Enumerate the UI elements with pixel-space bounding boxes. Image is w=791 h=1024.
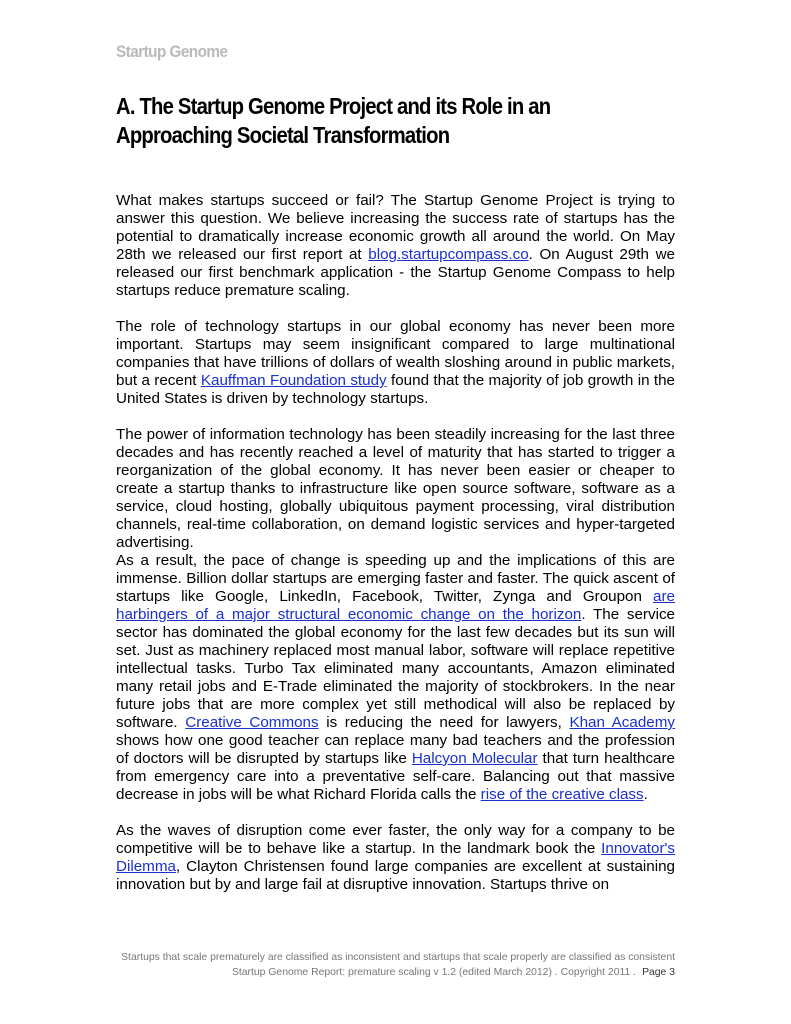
paragraph (116, 318, 675, 408)
paragraph (116, 552, 675, 804)
text-run: is reducing the need for lawyers, (318, 714, 570, 731)
page-number: Page 3 (642, 967, 675, 978)
paragraph (116, 822, 675, 894)
paragraph (116, 426, 675, 552)
hyperlink[interactable]: Kauffman Foundation study (200, 372, 387, 389)
hyperlink[interactable]: Innovator's Dilemma (116, 840, 675, 875)
text-run: As the waves of disruption come ever faster, the only way for a company to be competitive will be to behave like a startup. In the landmark book the (116, 822, 675, 857)
header-brand: Startup Genome (116, 42, 228, 61)
hyperlink[interactable]: Creative Commons (185, 714, 319, 731)
text-run: What makes startups succeed or fail? The Startup Genome Project is trying to answer this question. We believe increasing the success rate of startups has the potential to dramatically increase economic growth all around the world. On May 28th we released our first report at (116, 192, 675, 263)
text-run: The power of information technology has been steadily increasing for the last three decades and has recently reached a level of maturity that has started to trigger a reorganization of the global economy. It has never been easier or cheaper to create a startup thanks to infrastructure like open source software, software as a service, cloud hosting, globally ubiquitous payment processing, viral distribution channels, real-time collaboration, on demand logistic services and hyper-targeted advertising. (116, 426, 675, 551)
hyperlink[interactable]: Khan Academy (569, 714, 675, 731)
paragraph (116, 192, 675, 300)
hyperlink[interactable]: rise of the creative class (480, 786, 644, 803)
text-run: , Clayton Christensen found large companies are excellent at sustaining innovation but by and large fail at disruptive innovation. Startups thrive on (116, 858, 675, 893)
footer-copyright: Startup Genome Report: premature scaling v 1.2 (edited March 2012) . Copyright 2011 . (231, 967, 637, 978)
hyperlink[interactable]: are harbingers of a major structural economic change on the horizon (116, 588, 675, 623)
text-run: . (643, 786, 648, 803)
page-footer (121, 950, 675, 980)
text-run: shows how one good teacher can replace many bad teachers and the profession of doctors will be disrupted by startups like (116, 732, 675, 767)
document-body (116, 192, 675, 894)
text-run: . The service sector has dominated the global economy for the last few decades but its sun will set. Just as machinery replaced most manual labor, software will replace repetitive intellectual tasks. Turbo Tax eliminated many accountants, Amazon eliminated many retail jobs and E-Trade eliminated the majority of stockbrokers. In the near future jobs that are more complex yet still methodical will also be replaced by software. (116, 606, 675, 731)
hyperlink[interactable]: blog.startupcompass.co (368, 246, 529, 263)
text-run: As a result, the pace of change is speeding up and the implications of this are immense. Billion dollar startups are emerging faster and faster. The quick ascent of startups like Google, LinkedIn, Facebook, Twitter, Zynga and Groupon (116, 552, 675, 605)
page-title: A. The Startup Genome Project and its Role in an Approaching Societal Transformation (116, 93, 551, 148)
hyperlink[interactable]: Halcyon Molecular (411, 750, 538, 767)
text-run: found that the majority of job growth in the United States is driven by technology startups. (116, 372, 675, 407)
text-run: that turn healthcare from emergency care into a preventative self-care. Balancing out that massive decrease in jobs will be what Richard Florida calls the (116, 750, 675, 803)
text-run: . On August 29th we released our first benchmark application - the Startup Genome Compass to help startups reduce premature scaling. (116, 246, 675, 299)
text-run: The role of technology startups in our global economy has never been more important. Startups may seem insignificant compared to large multinational companies that have trillions of dollars of wealth sloshing around in public markets, but a recent (116, 318, 675, 389)
footer-note: Startups that scale prematurely are classified as inconsistent and startups that scale properly are classified as consistent (121, 952, 675, 963)
